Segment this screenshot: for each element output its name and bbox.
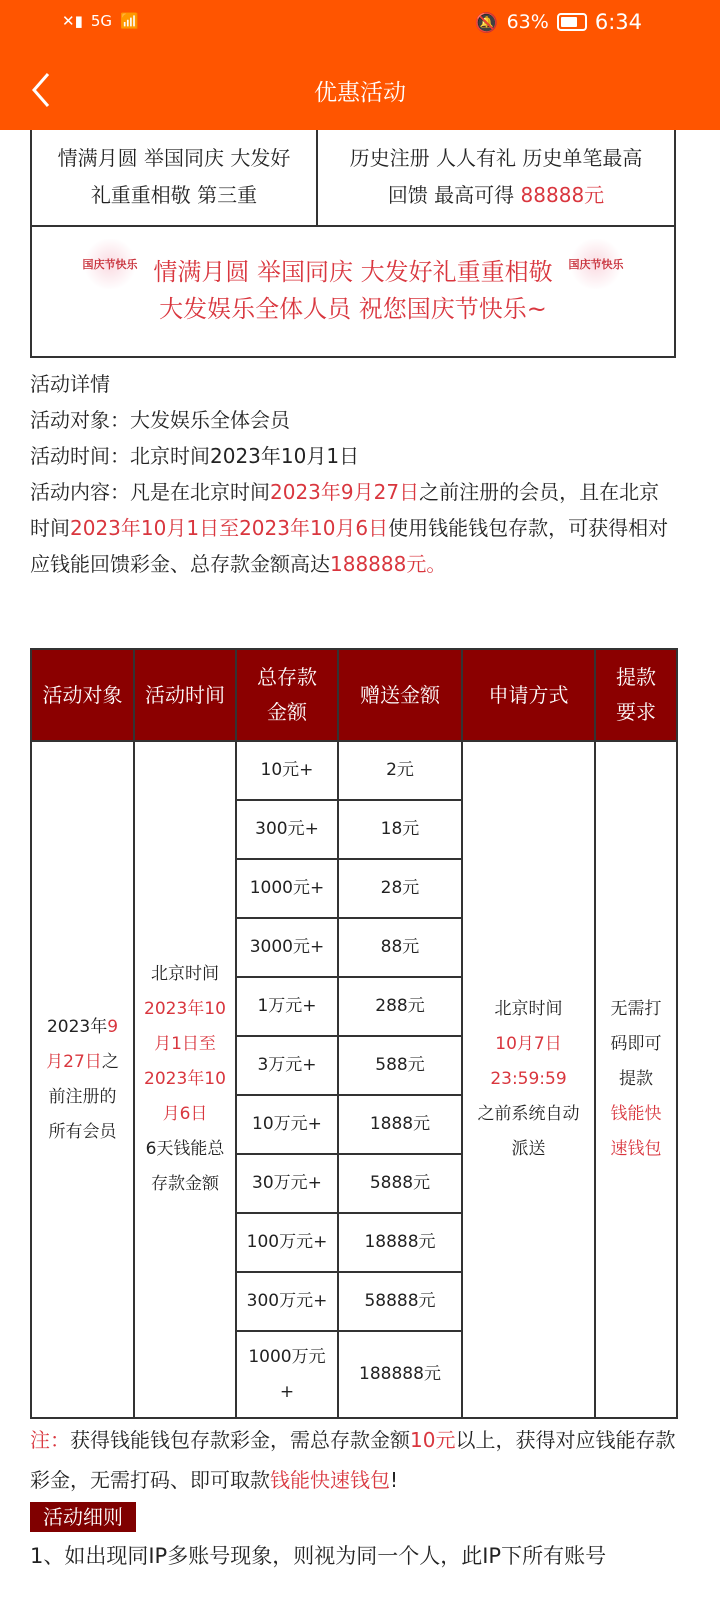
note: 注：获得钱能钱包存款彩金，需总存款金额10元以上，获得对应钱能存款彩金，无需打码、即可取款钱能快速钱包! (30, 1428, 676, 1492)
app-header (0, 0, 720, 130)
rule-item: 1、如出现同IP多账号现象，则视为同一个人，此IP下所有账号 (30, 1544, 607, 1568)
col-header: 申请方式 (462, 649, 595, 741)
target-cell: 2023年9月27日之前注册的所有会员 (31, 741, 134, 1418)
table-row (31, 741, 677, 800)
bonus-cell: 88元 (338, 918, 462, 977)
promo-amount: 88888元 (520, 183, 605, 207)
bonus-cell: 18888元 (338, 1213, 462, 1272)
bonus-cell: 28元 (338, 859, 462, 918)
promo-text: 情满月圆 举国同庆 大发好 (57, 146, 291, 170)
page-title: 优惠活动 (314, 80, 406, 106)
festival-banner (32, 225, 674, 356)
festival-badge-icon: 国庆节快乐 (568, 239, 624, 289)
details-target: 活动对象：大发娱乐全体会员 (30, 408, 290, 432)
col-header: 提款要求 (595, 649, 677, 741)
network-label: 5G (90, 12, 112, 30)
col-header: 赠送金额 (338, 649, 462, 741)
deposit-cell: 3000元+ (236, 918, 338, 977)
promo-text: 历史注册 人人有礼 历史单笔最高 (349, 146, 643, 170)
bonus-cell: 18元 (338, 800, 462, 859)
deposit-cell: 1万元+ (236, 977, 338, 1036)
bonus-cell: 2元 (338, 741, 462, 800)
deposit-cell: 1000万元+ (236, 1331, 338, 1418)
apply-cell: 北京时间 10月7日 23:59:59 之前系统自动派送 (462, 741, 595, 1418)
rules-heading: 活动细则 (30, 1502, 136, 1532)
deposit-cell: 30万元+ (236, 1154, 338, 1213)
deposit-cell: 1000元+ (236, 859, 338, 918)
bonus-table (30, 648, 678, 1419)
bonus-cell: 188888元 (338, 1331, 462, 1418)
deposit-cell: 10万元+ (236, 1095, 338, 1154)
signal-icon: ✕▮ (62, 12, 83, 30)
activity-details (30, 366, 670, 582)
deposit-cell: 300万元+ (236, 1272, 338, 1331)
deposit-cell: 3万元+ (236, 1036, 338, 1095)
col-header: 活动对象 (31, 649, 134, 741)
status-bar (0, 0, 720, 48)
deposit-cell: 300元+ (236, 800, 338, 859)
promo-text: 礼重重相敬 第三重 (90, 183, 258, 207)
details-content: 活动内容：凡是在北京时间2023年9月27日之前注册的会员，且在北京时间2023年10月1日至2023年10月6日使用钱能钱包存款，可获得相对应钱能回馈彩金、总存款金额高达188888元。 (30, 480, 669, 576)
clock: 6:34 (594, 10, 642, 34)
battery-percent: 63% (506, 11, 549, 33)
battery-icon (557, 13, 587, 31)
col-header: 活动时间 (134, 649, 236, 741)
withdraw-cell: 无需打码即可提款 钱能快速钱包 (595, 741, 677, 1418)
banner-line: 大发娱乐全体人员 祝您国庆节快乐~ (159, 295, 547, 323)
bonus-cell: 5888元 (338, 1154, 462, 1213)
promo-cell-left (32, 130, 318, 225)
wifi-icon: 📶 (120, 12, 139, 30)
bonus-cell: 58888元 (338, 1272, 462, 1331)
bonus-cell: 288元 (338, 977, 462, 1036)
time-cell: 北京时间 2023年10月1日至2023年10月6日 6天钱能总存款金额 (134, 741, 236, 1418)
col-header: 总存款金额 (236, 649, 338, 741)
promo-cell-right (318, 130, 674, 225)
details-time: 活动时间：北京时间2023年10月1日 (30, 444, 360, 468)
bonus-cell: 1888元 (338, 1095, 462, 1154)
mute-icon: 🔕 (474, 11, 499, 34)
top-promo-table (30, 130, 676, 358)
banner-line: 情满月圆 举国同庆 大发好礼重重相敬 (153, 258, 553, 286)
deposit-cell: 10元+ (236, 741, 338, 800)
promo-text: 回馈 最高可得 (387, 183, 521, 207)
deposit-cell: 100万元+ (236, 1213, 338, 1272)
details-heading: 活动详情 (30, 372, 110, 396)
festival-badge-icon: 国庆节快乐 (82, 239, 138, 289)
bonus-cell: 588元 (338, 1036, 462, 1095)
